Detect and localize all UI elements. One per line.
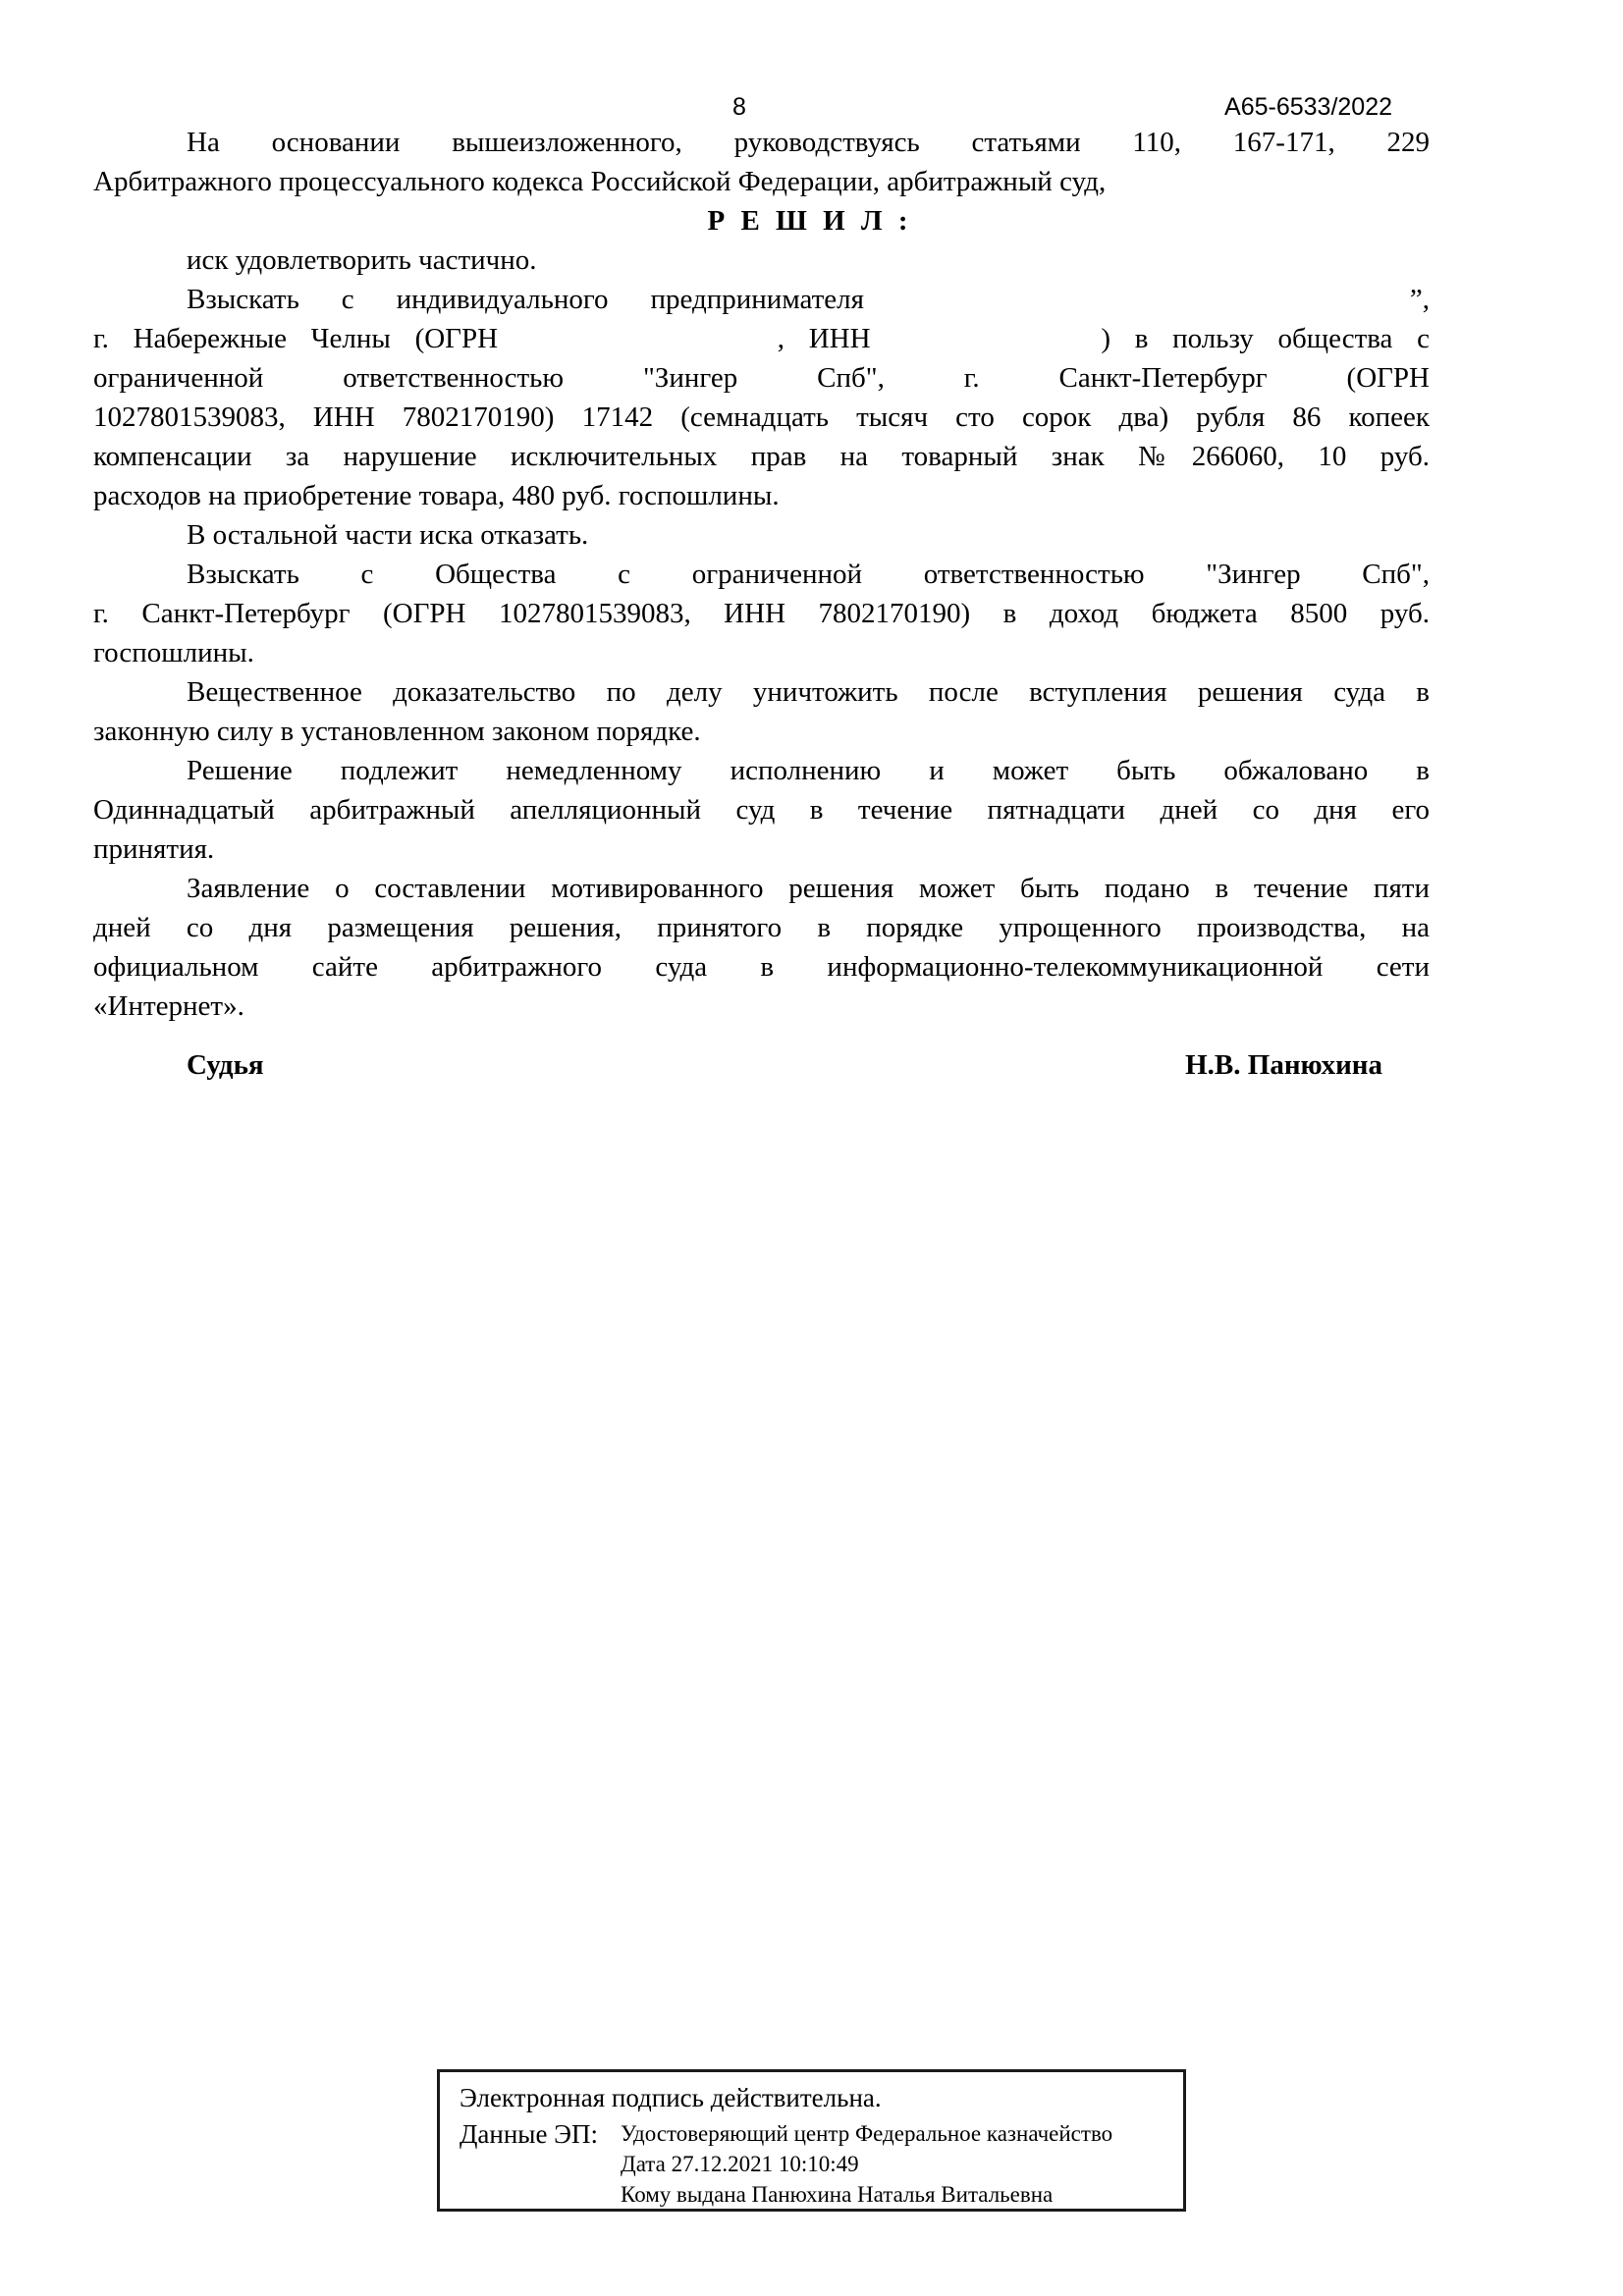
paragraph-line: Арбитражного процессуального кодекса Российской Федерации, арбитражный суд, [93,166,1107,197]
redacted-gap [906,307,1368,308]
paragraph-line: Взыскать с Общества с ограниченной ответственностью "Зингер Спб", [187,559,1430,590]
paragraph-line: госпошлины. [93,637,254,668]
line-text: г. Набережные Челны (ОГРН [93,323,499,354]
line-text: Взыскать с индивидуального предпринимателя [187,284,864,315]
paragraph-line: компенсации за нарушение исключительных прав на товарный знак №266060, 10 руб. [93,441,1430,472]
paragraph-line: Решение подлежит немедленному исполнению и может быть обжаловано в [187,755,1430,786]
case-number: А65-6533/2022 [1224,93,1392,121]
document-body [93,123,1430,1085]
paragraph-line [93,280,1430,319]
paragraph-line: официальном сайте арбитражного суда в информационно-телекоммуникационной сети [93,951,1430,983]
stamp-date: Дата 27.12.2021 10:10:49 [621,2152,859,2176]
paragraph-line: Одиннадцатый арбитражный апелляционный суд в течение пятнадцати дней со дня его [93,794,1430,826]
stamp-details-row [460,2118,1183,2210]
paragraph-line: расходов на приобретение товара, 480 руб. госпошлины. [93,480,780,511]
paragraph-line: ограниченной ответственностью "Зингер Спб", г. Санкт-Петербург (ОГРН [93,362,1430,394]
stamp-authority: Удостоверяющий центр Федеральное казначейство [621,2121,1113,2146]
line-text: ) в пользу общества с [1101,323,1431,354]
stamp-validity-line: Электронная подпись действительна. [460,2083,882,2112]
resolution-heading: Р Е Ш И Л : [707,205,909,237]
electronic-signature-stamp [437,2069,1186,2212]
stamp-details [621,2118,1112,2210]
paragraph-line: иск удовлетворить частично. [187,244,537,276]
line-text: , ИНН [777,323,871,354]
page-number: 8 [732,93,746,121]
paragraph-line: Вещественное доказательство по делу уничтожить после вступления решения суда в [187,676,1430,708]
paragraph-line: 1027801539083, ИНН 7802170190) 17142 (семнадцать тысяч сто сорок два) рубля 86 копеек [93,401,1430,433]
stamp-data-label: Данные ЭП: [460,2119,598,2149]
paragraph-line: дней со дня размещения решения, принятого в порядке упрощенного производства, на [93,912,1430,943]
paragraph-line: принятия. [93,833,215,865]
paragraph-line: В остальной части иска отказать. [187,519,589,551]
line-text: ”, [1409,284,1431,315]
paragraph-line: г. Санкт-Петербург (ОГРН 1027801539083, ИНН 7802170190) в доход бюджета 8500 руб. [93,598,1430,629]
paragraph-line: Заявление о составлении мотивированного решения может быть подано в течение пяти [187,873,1430,904]
judge-name: Н.В. Панюхина [1185,1049,1382,1081]
paragraph-line: На основании вышеизложенного, руководствуясь статьями 110, 167-171, 229 [187,127,1430,158]
paragraph-line [93,319,1430,358]
paragraph-line: «Интернет». [93,990,244,1022]
stamp-issued-to: Кому выдана Панюхина Наталья Витальевна [621,2182,1054,2207]
judge-label: Судья [187,1049,264,1081]
paragraph-line: законную силу в установленном законом порядке. [93,716,701,747]
signature-row [93,1045,1430,1085]
